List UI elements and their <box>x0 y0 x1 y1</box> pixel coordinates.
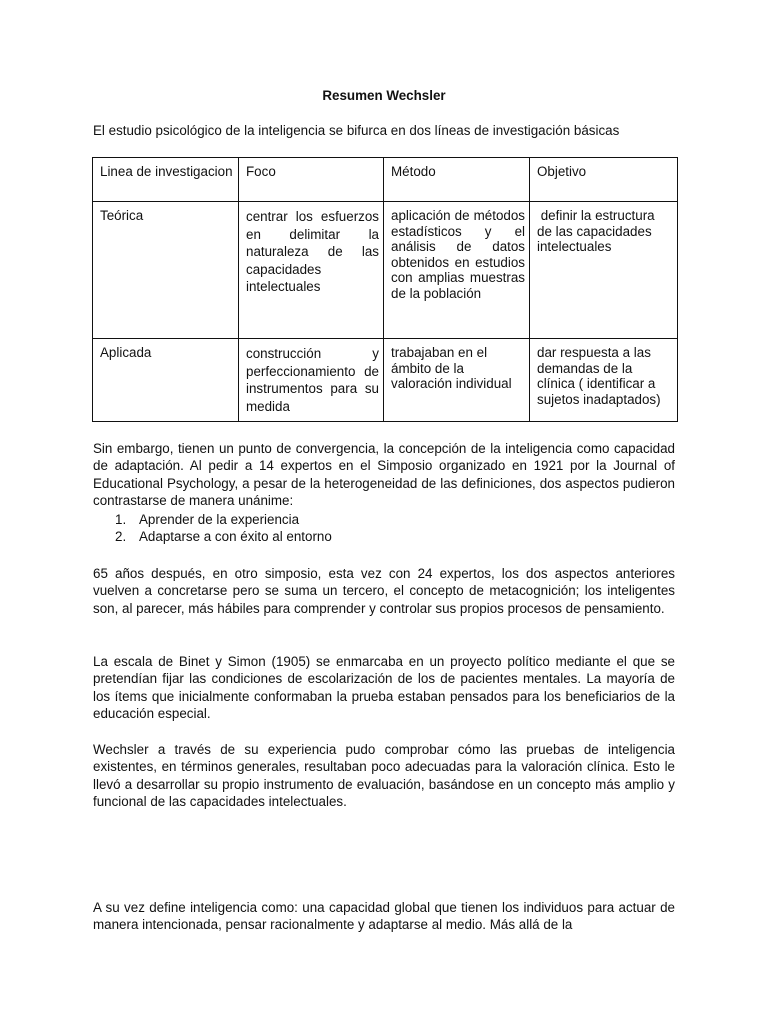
list-item <box>93 528 675 545</box>
paragraph-metacognicion: 65 años después, en otro simposio, esta vez con 24 expertos, los dos aspectos anteriores vuelven a concretarse pero se suma un tercero, el concepto de metacognición; los inteligentes son, al parecer, más hábiles para comprender y controlar sus propios procesos de pensamiento. <box>93 566 675 616</box>
list-item-text: Adaptarse a con éxito al entorno <box>139 529 332 545</box>
paragraph-convergencia: Sin embargo, tienen un punto de convergencia, la concepción de la inteligencia como capacidad de adaptación. Al pedir a 14 expertos en el Simposio organizado en 1921 por la Journal of Educational Psychology, a pesar de la heterogeneidad de las definiciones, dos aspectos pudieron contrastarse de manera unánime: <box>93 441 675 508</box>
document-title: Resumen Wechsler <box>322 88 446 103</box>
aspects-list <box>93 511 675 546</box>
table-cell-linea: Teórica <box>93 202 239 339</box>
table-header-cell: Linea de investigacion <box>93 158 239 202</box>
table-cell-metodo: trabajaban en el ámbito de la valoración individual <box>384 339 530 422</box>
paragraph-binet-simon: La escala de Binet y Simon (1905) se enmarcaba en un proyecto político mediante el que se pretendían fijar las condiciones de escolarización de los de pacientes mentales. La mayoría de los ítems que inicialmente conformaban la prueba estaban pensados para los beneficiarios de la educación especial. <box>93 654 675 721</box>
table-header-cell: Método <box>384 158 530 202</box>
paragraph-wechsler: Wechsler a través de su experiencia pudo comprobar cómo las pruebas de inteligencia existentes, en términos generales, resultaban poco adecuadas para la valoración clínica. Esto le llevó a desarrollar su propio instrumento de evaluación, basándose en un concepto más amplio y funcional de las capacidades intelectuales. <box>93 742 675 809</box>
table-cell-objetivo: definir la estructura de las capacidades intelectuales <box>530 202 678 339</box>
list-item-number: 2. <box>115 529 127 545</box>
table-cell-foco: centrar los esfuerzos en delimitar la naturaleza de las capacidades intelectuales <box>239 202 384 339</box>
list-item-number: 1. <box>115 512 127 527</box>
intro-sentence: El estudio psicológico de la inteligencia se bifurca en dos líneas de investigación básicas <box>93 123 620 138</box>
table-cell-foco: construcción y perfeccionamiento de instrumentos para su medida <box>239 339 384 422</box>
comparison-table <box>92 157 678 422</box>
list-item <box>93 511 675 528</box>
table-header-row <box>93 158 678 202</box>
table-header-cell: Foco <box>239 158 384 202</box>
table-row <box>93 202 678 339</box>
table-cell-linea: Aplicada <box>93 339 239 422</box>
table-cell-metodo: aplicación de métodos estadísticos y el análisis de datos obtenidos en estudios con amplias muestras de la población <box>384 202 530 339</box>
list-item-text: Aprender de la experiencia <box>139 512 300 527</box>
table-row <box>93 339 678 422</box>
paragraph-definicion: A su vez define inteligencia como: una capacidad global que tienen los individuos para actuar de manera intencionada, pensar racionalmente y adaptarse al medio. Más allá de la <box>93 900 675 933</box>
table-cell-objetivo: dar respuesta a las demandas de la clínica ( identificar a sujetos inadaptados) <box>530 339 678 422</box>
table-header-cell: Objetivo <box>530 158 678 202</box>
